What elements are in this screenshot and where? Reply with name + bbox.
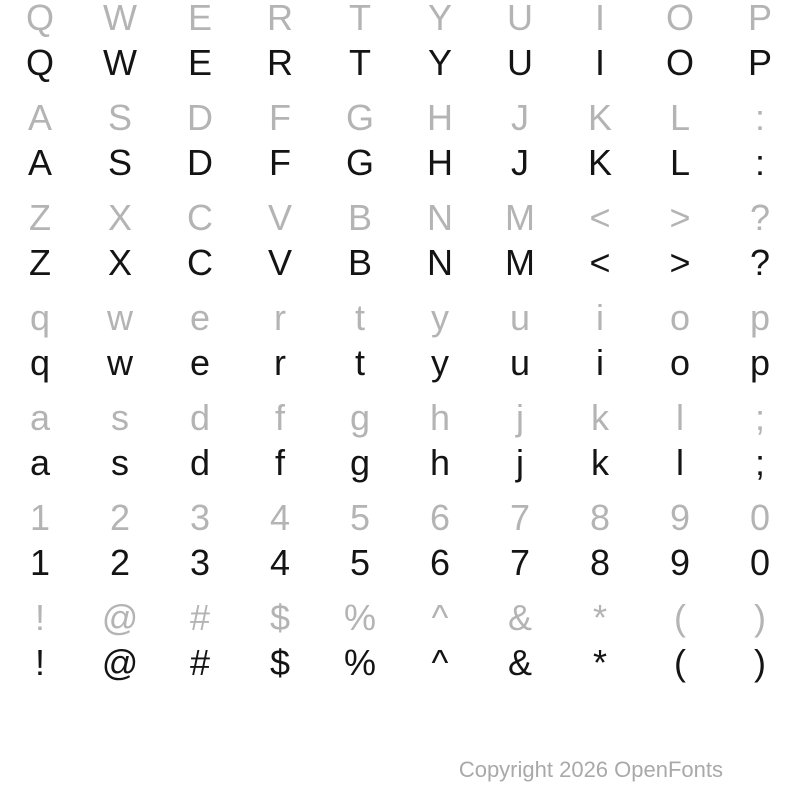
glyph-cell: D [187,142,213,183]
glyph-cell: 6 [429,542,451,583]
glyph-cell: B [347,242,372,283]
glyph-cell: q [29,297,51,338]
glyph-cell: H [427,97,453,138]
glyph-cell: & [507,597,532,638]
glyph-cell: # [189,597,211,638]
glyph-cell: 3 [189,542,211,583]
glyph-cell: ; [754,442,765,483]
glyph-cell: 0 [749,497,771,538]
glyph-cell: K [587,97,612,138]
glyph-cell: U [507,0,533,38]
glyph-cell: k [591,442,609,483]
glyph-cell: d [189,442,211,483]
glyph-cell: a [29,397,51,438]
glyph-cell: V [267,242,292,283]
glyph-cell: * [592,597,607,638]
glyph-cell: B [347,197,372,238]
glyph-cell: Q [25,42,54,83]
glyph-block-6 [0,497,800,600]
glyph-cell: a [29,442,51,483]
glyph-cell: S [107,97,132,138]
glyph-cell: H [427,142,453,183]
glyph-cell: w [107,342,133,383]
glyph-cell: y [431,342,449,383]
glyph-cell: 8 [589,542,611,583]
glyph-block-2 [0,97,800,200]
glyph-cell: q [29,342,51,383]
glyph-cell: % [343,642,376,683]
glyph-cell: 0 [749,542,771,583]
copyright-watermark: Copyright 2026 OpenFonts [458,757,723,782]
glyph-cell: E [187,0,212,38]
glyph-cell: f [274,397,285,438]
glyph-cell: J [511,97,529,138]
glyph-cell: O [665,0,694,38]
glyph-cell: U [507,42,533,83]
glyph-cell: Y [427,0,452,38]
glyph-cell: 9 [669,542,691,583]
glyph-cell: N [427,197,453,238]
glyph-cell: E [187,42,212,83]
glyph-cell: o [669,297,691,338]
glyph-cell: Y [427,42,452,83]
glyph-cell: > [669,197,691,238]
glyph-cell: 9 [669,497,691,538]
glyph-cell: r [274,342,286,383]
glyph-cell: S [107,142,132,183]
glyph-cell: M [505,242,535,283]
glyph-cell: 5 [349,497,371,538]
glyph-cell: D [187,97,213,138]
glyph-cell: ) [754,642,766,683]
glyph-cell: F [269,97,291,138]
glyph-cell: : [754,97,765,138]
glyph-cell: T [349,42,371,83]
glyph-cell: p [749,297,771,338]
glyph-cell: < [589,242,611,283]
glyph-cell: I [594,42,605,83]
glyph-block-5 [0,397,800,500]
glyph-cell: L [669,142,691,183]
glyph-block-3 [0,197,800,300]
glyph-cell: V [267,197,292,238]
glyph-cell: G [345,142,374,183]
glyph-cell: K [587,142,612,183]
glyph-cell: j [516,397,524,438]
glyph-cell: 7 [509,542,531,583]
glyph-cell: W [103,42,137,83]
glyph-cell: i [596,297,604,338]
glyph-cell: w [107,297,133,338]
glyph-cell: O [665,42,694,83]
glyph-cell: & [507,642,532,683]
glyph-row-dark [0,42,800,83]
glyph-cell: C [187,197,213,238]
glyph-row-muted [0,497,800,538]
glyph-cell: $ [269,642,291,683]
glyph-cell: k [591,397,609,438]
glyph-cell: 2 [109,497,131,538]
glyph-cell: p [749,342,771,383]
glyph-cell: ? [749,242,771,283]
glyph-cell: e [189,342,211,383]
glyph-cell: W [103,0,137,38]
glyph-cell: T [349,0,371,38]
glyph-cell: # [189,642,211,683]
glyph-cell: 3 [189,497,211,538]
glyph-cell: R [267,42,293,83]
glyph-row-dark [0,642,800,683]
glyph-cell: u [509,342,531,383]
glyph-cell: f [274,442,285,483]
glyph-row-dark [0,442,800,483]
glyph-row-dark [0,542,800,583]
glyph-cell: ! [34,597,45,638]
glyph-cell: @ [101,642,139,683]
glyph-cell: u [509,297,531,338]
glyph-cell: % [343,597,376,638]
glyph-cell: $ [269,597,291,638]
glyph-cell: h [429,397,451,438]
glyph-cell: @ [101,597,139,638]
glyph-cell: F [269,142,291,183]
glyph-cell: ) [754,597,766,638]
glyph-cell: 8 [589,497,611,538]
glyph-cell: 1 [29,497,51,538]
glyph-cell: ^ [431,597,449,638]
glyph-cell: 5 [349,542,371,583]
glyph-cell: g [349,397,371,438]
glyph-cell: ( [674,597,686,638]
glyph-cell: e [189,297,211,338]
glyph-block-1 [0,0,800,100]
glyph-cell: Z [29,242,51,283]
glyph-cell: X [107,197,132,238]
glyph-block-4 [0,297,800,400]
glyph-cell: s [111,397,129,438]
glyph-cell: s [111,442,129,483]
glyph-cell: 4 [269,542,291,583]
glyph-cell: ! [34,642,45,683]
glyph-row-muted [0,597,800,638]
glyph-row-dark [0,342,800,383]
glyph-cell: o [669,342,691,383]
glyph-cell: C [187,242,213,283]
glyph-cell: d [189,397,211,438]
glyph-cell: M [505,197,535,238]
glyph-cell: t [354,297,365,338]
glyph-cell: ^ [431,642,449,683]
glyph-cell: ( [674,642,686,683]
glyph-row-dark [0,142,800,183]
glyph-row-muted [0,97,800,138]
glyph-cell: G [345,97,374,138]
glyph-cell: y [431,297,449,338]
glyph-cell: ? [749,197,771,238]
glyph-cell: Q [25,0,54,38]
glyph-cell: h [429,442,451,483]
glyph-cell: 6 [429,497,451,538]
glyph-row-dark [0,242,800,283]
glyph-cell: i [596,342,604,383]
glyph-cell: N [427,242,453,283]
glyph-row-muted [0,297,800,338]
glyph-cell: A [27,97,52,138]
glyph-cell: t [354,342,365,383]
glyph-cell: J [511,142,529,183]
glyph-cell: l [676,397,684,438]
glyph-row-muted [0,0,800,36]
glyph-cell: 2 [109,542,131,583]
glyph-cell: r [274,297,286,338]
glyph-cell: g [349,442,371,483]
glyph-cell: I [594,0,605,38]
glyph-cell: < [589,197,611,238]
glyph-row-muted [0,397,800,438]
glyph-cell: A [27,142,52,183]
glyph-cell: 1 [29,542,51,583]
glyph-cell: P [747,42,772,83]
glyph-cell: ; [754,397,765,438]
glyph-cell: : [754,142,765,183]
glyph-cell: * [592,642,607,683]
glyph-cell: X [107,242,132,283]
glyph-cell: 4 [269,497,291,538]
glyph-cell: l [676,442,684,483]
glyph-cell: 7 [509,497,531,538]
glyph-cell: L [669,97,691,138]
glyph-cell: R [267,0,293,38]
glyph-row-muted [0,197,800,238]
glyph-cell: > [669,242,691,283]
glyph-cell: P [747,0,772,38]
glyph-block-7 [0,597,800,700]
glyph-cell: Z [29,197,51,238]
glyph-cell: j [516,442,524,483]
